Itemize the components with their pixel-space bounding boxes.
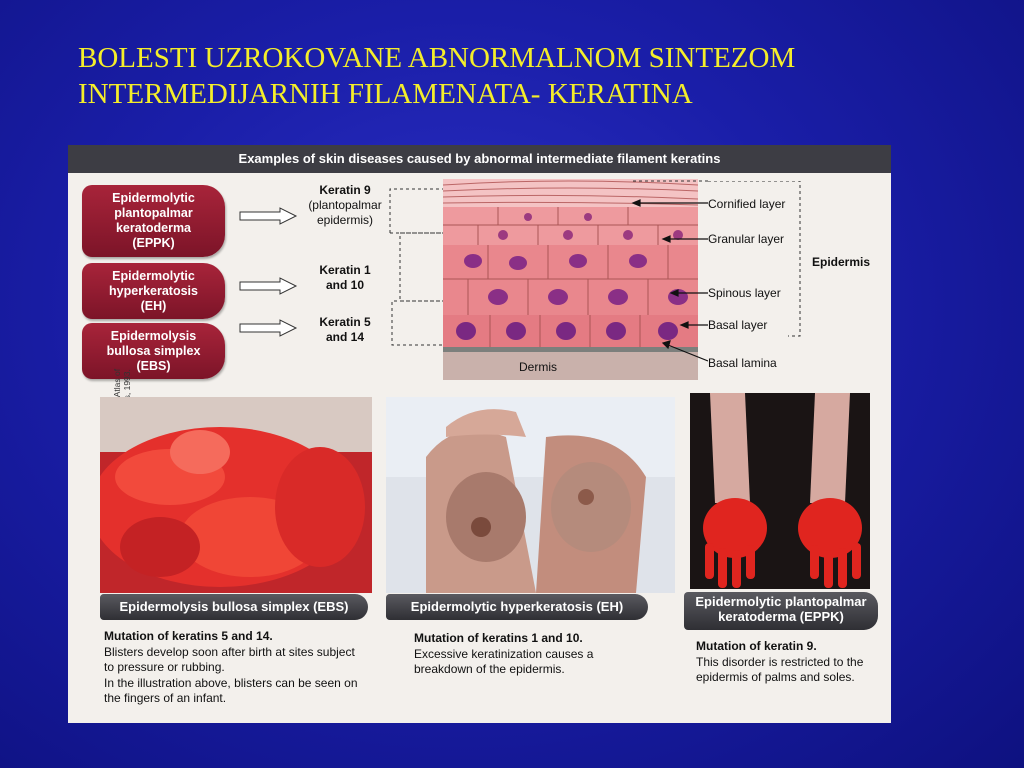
disease-line: plantopalmar: [114, 206, 193, 220]
photo-ebs-infant-hand: [100, 397, 372, 593]
keratin-9-label: [300, 183, 390, 228]
photo-eh-knees: [386, 397, 675, 593]
keratin-title: Keratin 5: [319, 315, 371, 329]
disease-pill-eh: [82, 263, 225, 319]
photo-eppk-palms: [690, 393, 870, 589]
description-line: In the illustration above, blisters can be seen on: [104, 675, 358, 690]
keratin-title: Keratin 9: [319, 183, 371, 197]
description-line: Blisters develop soon after birth at sites subject: [104, 644, 355, 659]
slide-title-line-1: BOLESTI UZROKOVANE ABNORMALNOM SINTEZOM: [78, 42, 796, 74]
arrow-right-icon: [238, 207, 298, 225]
disease-line: (EBS): [136, 358, 171, 373]
description-line: This disorder is restricted to the: [696, 654, 864, 669]
disease-line: Epidermolytic: [112, 191, 195, 205]
disease-line: Epidermolytic: [112, 268, 195, 283]
caption-line: Epidermolytic plantopalmar: [695, 594, 867, 609]
description-eppk: [696, 639, 886, 686]
slide-title: [78, 40, 978, 112]
layer-label-granular: Granular layer: [708, 232, 785, 246]
keratin-sub: and 14: [325, 330, 364, 344]
keratin-1-10-label: [300, 263, 390, 293]
caption-ebs: Epidermolysis bullosa simplex (EBS): [100, 594, 368, 620]
disease-pill-eppk: [82, 185, 225, 257]
keratin-5-14-label: [300, 315, 390, 345]
caption-eh: Epidermolytic hyperkeratosis (EH): [386, 594, 648, 620]
disease-line: Epidermolysis: [110, 328, 197, 343]
layer-label-basal: Basal layer: [708, 318, 768, 332]
keratin-disease-figure: [68, 145, 891, 723]
description-lead: Mutation of keratins 5 and 14.: [104, 629, 273, 643]
disease-pill-ebs: [82, 323, 225, 379]
epidermis-label: Epidermis: [812, 255, 871, 269]
caption-line: keratoderma (EPPK): [718, 609, 844, 624]
arrow-right-icon: [238, 319, 298, 337]
description-line: epidermis of palms and soles.: [696, 670, 855, 684]
layer-label-dermis: Dermis: [519, 360, 557, 374]
disease-line: (EH): [140, 298, 167, 313]
description-line: Excessive keratinization causes a: [414, 646, 594, 661]
disease-line: bullosa simplex: [106, 343, 201, 358]
keratin-title: Keratin 1: [319, 263, 371, 277]
disease-line: keratoderma: [115, 221, 192, 235]
slide-title-line-2: INTERMEDIJARNIH FILAMENATA- KERATINA: [78, 78, 693, 110]
layer-label-spinous: Spinous layer: [708, 286, 781, 300]
description-lead: Mutation of keratins 1 and 10.: [414, 631, 583, 645]
figure-header: Examples of skin diseases caused by abnormal intermediate filament keratins: [68, 145, 891, 173]
epidermis-layers-illustration: [378, 173, 708, 383]
description-eh: [414, 631, 654, 678]
description-line: breakdown of the epidermis.: [414, 662, 565, 676]
layer-label-basal-lamina: Basal lamina: [708, 356, 777, 370]
arrow-right-icon: [238, 277, 298, 295]
description-line: to pressure or rubbing.: [104, 660, 225, 674]
description-lead: Mutation of keratin 9.: [696, 639, 817, 653]
keratin-sub: and 10: [325, 278, 364, 292]
keratin-sub: epidermis): [316, 213, 373, 227]
caption-eppk: [684, 592, 878, 630]
layer-label-cornified: Cornified layer: [708, 197, 786, 211]
disease-line: (EPPK): [132, 236, 175, 250]
disease-line: hyperkeratosis: [109, 283, 198, 298]
keratin-sub: (plantopalmar: [308, 198, 382, 212]
description-line: the fingers of an infant.: [104, 691, 227, 705]
description-ebs: [104, 629, 376, 707]
